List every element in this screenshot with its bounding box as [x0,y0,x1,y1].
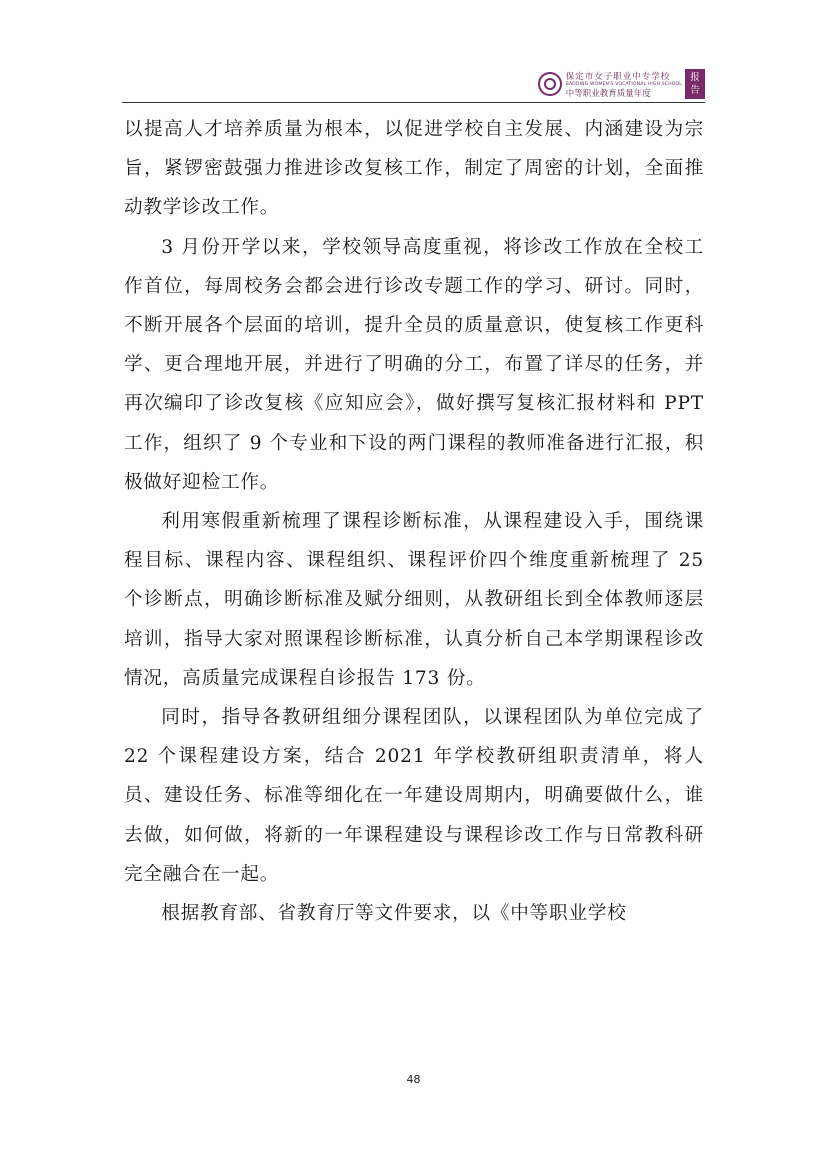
badge-top-char: 报 [690,72,700,83]
school-logo-icon [538,72,562,96]
header-titles [566,70,682,99]
school-name-cn: 保定市女子职业中专学校 [565,71,671,82]
page-number: 48 [406,1073,421,1086]
paragraph-2: 3 月份开学以来，学校领导高度重视，将诊改工作放在全校工作首位，每周校务会都会进行诊改专题工作的学习、研讨。同时，不断开展各个层面的培训，提升全员的质量意识，使复核工作更科学、更合理地开展，并进行了明确的分工，布置了详尽的任务，并再次编印了诊改复核《应知应会》，做好撰写复核汇报材料和 PPT 工作，组织了 9 个专业和下设的两门课程的教师准备进行汇报，积极做好迎检工作。 [124,236,704,493]
paragraph-3: 利用寒假重新梳理了课程诊断标准，从课程建设入手，围绕课程目标、课程内容、课程组织、课程评价四个维度重新梳理了 25 个诊断点，明确诊断标准及赋分细则，从教研组长到全体教师逐层培训，指导大家对照课程诊断标准，认真分析自己本学期课程诊改情况，高质量完成课程自诊报告 173 份。 [124,511,704,689]
paragraph-1: 以提高人才培养质量为根本，以促进学校自主发展、内涵建设为宗旨，紧锣密鼓强力推进诊改复核工作，制定了周密的计划，全面推动教学诊改工作。 [124,119,704,219]
badge-bottom-char: 告 [690,85,700,96]
paragraph-5: 根据教育部、省教育厅等文件要求，以《中等职业学校 [161,903,627,925]
report-badge [685,69,705,99]
report-title: 中等职业教育质量年度 [565,88,651,99]
header-divider [122,102,705,103]
page-header [538,66,705,102]
paragraph-4: 同时，指导各教研组细分课程团队，以课程团队为单位完成了 22 个课程建设方案，结合 2021 年学校教研组职责清单，将人员、建设任务、标准等细化在一年建设周期内，明确要做什么，谁去做，如何做，将新的一年课程建设与课程诊改工作与日常教科研完全融合在一起。 [124,707,704,885]
document-body [124,110,704,933]
school-name-en: BAODING WOMEN'S VOCATIONAL HIGH SCHOOL [565,81,682,87]
